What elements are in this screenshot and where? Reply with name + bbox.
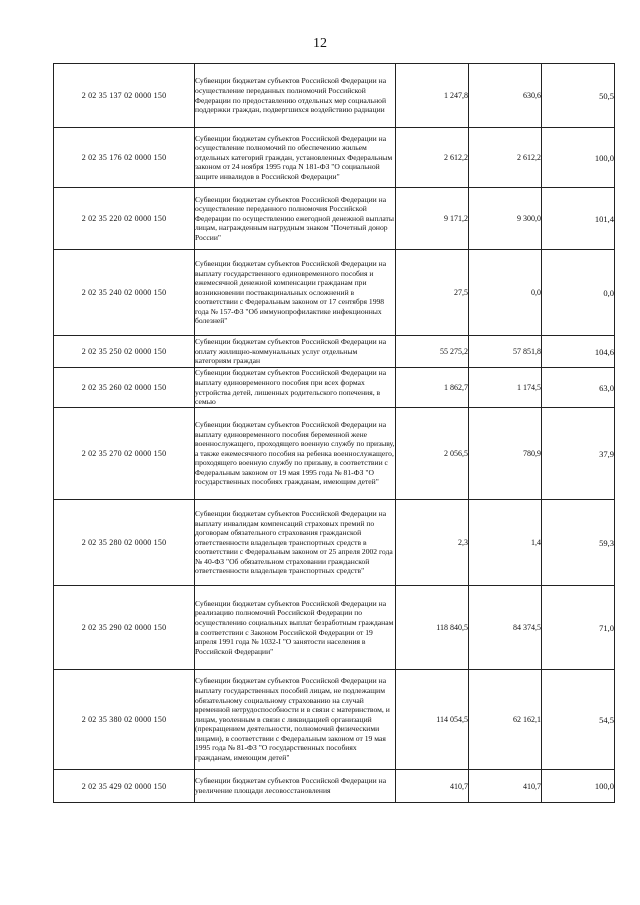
table-row [54,250,615,336]
table-row [54,408,615,500]
actual-amount-cell: 0,0 [469,250,542,336]
table-row [54,368,615,408]
actual-amount-cell: 780,9 [469,408,542,500]
execution-percent-cell: 71,0 [542,586,615,670]
budget-code-cell: 2 02 35 380 02 0000 150 [54,670,195,770]
budget-code-cell: 2 02 35 429 02 0000 150 [54,770,195,803]
execution-percent-cell: 54,5 [542,670,615,770]
plan-amount-cell: 2,3 [396,500,469,586]
execution-percent-cell: 0,0 [542,250,615,336]
table-row [54,586,615,670]
plan-amount-cell: 27,5 [396,250,469,336]
budget-code-cell: 2 02 35 270 02 0000 150 [54,408,195,500]
plan-amount-cell: 2 056,5 [396,408,469,500]
table-body [54,64,615,803]
budget-code-cell: 2 02 35 280 02 0000 150 [54,500,195,586]
table-row [54,188,615,250]
table-row [54,670,615,770]
table-row [54,128,615,188]
budget-code-cell: 2 02 35 240 02 0000 150 [54,250,195,336]
description-cell: Субвенции бюджетам субъектов Российской Федерации на выплату единовременного пособия беременной жене военнослужащего, проходящего военную службу по призыву, а также ежемесячного пособия на ребенка военнослужащего, проходящего военную службу по призыву, в соответствии с Федеральным законом от 19 мая 1995 года № 81-ФЗ "О государственных пособиях гражданам, имеющим детей" [195,408,396,500]
actual-amount-cell: 57 851,8 [469,336,542,368]
execution-percent-cell: 50,5 [542,64,615,128]
actual-amount-cell: 9 300,0 [469,188,542,250]
table-row [54,64,615,128]
execution-percent-cell: 101,4 [542,188,615,250]
actual-amount-cell: 630,6 [469,64,542,128]
description-cell: Субвенции бюджетам субъектов Российской Федерации на реализацию полномочий Российской Федерации по осуществлению социальных выплат безработным гражданам в соответствии с Законом Российской Федерации от 19 апреля 1991 года № 1032-I "О занятости населения в Российской Федерации" [195,586,396,670]
budget-code-cell: 2 02 35 220 02 0000 150 [54,188,195,250]
description-cell: Субвенции бюджетам субъектов Российской Федерации на выплату единовременного пособия при всех формах устройства детей, лишенных родительского попечения, в семью [195,368,396,408]
table-row [54,500,615,586]
description-cell: Субвенции бюджетам субъектов Российской Федерации на оплату жилищно-коммунальных услуг отдельным категориям граждан [195,336,396,368]
execution-percent-cell: 100,0 [542,128,615,188]
description-cell: Субвенции бюджетам субъектов Российской Федерации на выплату государственного единовременного пособия и ежемесячной денежной компенсации гражданам при возникновении поствакцинальных осложнений в соответствии с Федеральным законом от 17 сентября 1998 года № 157-ФЗ "Об иммунопрофилактике инфекционных болезней" [195,250,396,336]
plan-amount-cell: 410,7 [396,770,469,803]
actual-amount-cell: 2 612,2 [469,128,542,188]
table-row [54,770,615,803]
plan-amount-cell: 1 247,8 [396,64,469,128]
execution-percent-cell: 104,6 [542,336,615,368]
plan-amount-cell: 118 840,5 [396,586,469,670]
table-row [54,336,615,368]
actual-amount-cell: 410,7 [469,770,542,803]
description-cell: Субвенции бюджетам субъектов Российской Федерации на выплату инвалидам компенсаций страховых премий по договорам обязательного страхования гражданской ответственности владельцев транспортных средств в соответствии с Федеральным законом от 25 апреля 2002 года № 40-ФЗ "Об обязательном страховании гражданской ответственности владельцев транспортных средств" [195,500,396,586]
page-number: 12 [313,36,327,51]
description-cell: Субвенции бюджетам субъектов Российской Федерации на выплату государственных пособий лицам, не подлежащим обязательному социальному страхованию на случай временной нетрудоспособности и в связи с материнством, и лицам, уволенным в связи с ликвидацией организаций (прекращением деятельности, полномочий физическими лицами), в соответствии с Федеральным законом от 19 мая 1995 года № 81-ФЗ "О государственных пособиях гражданам, имеющим детей" [195,670,396,770]
execution-percent-cell: 100,0 [542,770,615,803]
execution-percent-cell: 37,9 [542,408,615,500]
execution-percent-cell: 59,3 [542,500,615,586]
budget-code-cell: 2 02 35 176 02 0000 150 [54,128,195,188]
plan-amount-cell: 55 275,2 [396,336,469,368]
budget-code-cell: 2 02 35 260 02 0000 150 [54,368,195,408]
budget-table [53,63,615,803]
actual-amount-cell: 1,4 [469,500,542,586]
budget-code-cell: 2 02 35 290 02 0000 150 [54,586,195,670]
plan-amount-cell: 114 054,5 [396,670,469,770]
plan-amount-cell: 2 612,2 [396,128,469,188]
actual-amount-cell: 1 174,5 [469,368,542,408]
execution-percent-cell: 63,0 [542,368,615,408]
description-cell: Субвенции бюджетам субъектов Российской Федерации на осуществление полномочий по обеспечению жильем отдельных категорий граждан, установленных Федеральным законом от 24 ноября 1995 года N 181-ФЗ "О социальной защите инвалидов в Российской Федерации" [195,128,396,188]
plan-amount-cell: 9 171,2 [396,188,469,250]
budget-code-cell: 2 02 35 250 02 0000 150 [54,336,195,368]
description-cell: Субвенции бюджетам субъектов Российской Федерации на осуществление переданного полномочия Российской Федерации по осуществлению ежегодной денежной выплаты лицам, награжденным нагрудным знаком "Почетный донор России" [195,188,396,250]
plan-amount-cell: 1 862,7 [396,368,469,408]
budget-code-cell: 2 02 35 137 02 0000 150 [54,64,195,128]
description-cell: Субвенции бюджетам субъектов Российской Федерации на увеличение площади лесовосстановления [195,770,396,803]
actual-amount-cell: 84 374,5 [469,586,542,670]
description-cell: Субвенции бюджетам субъектов Российской Федерации на осуществление переданных полномочий Российской Федерации по предоставлению отдельных мер социальной поддержки граждан, подвергшихся воздействию радиации [195,64,396,128]
actual-amount-cell: 62 162,1 [469,670,542,770]
